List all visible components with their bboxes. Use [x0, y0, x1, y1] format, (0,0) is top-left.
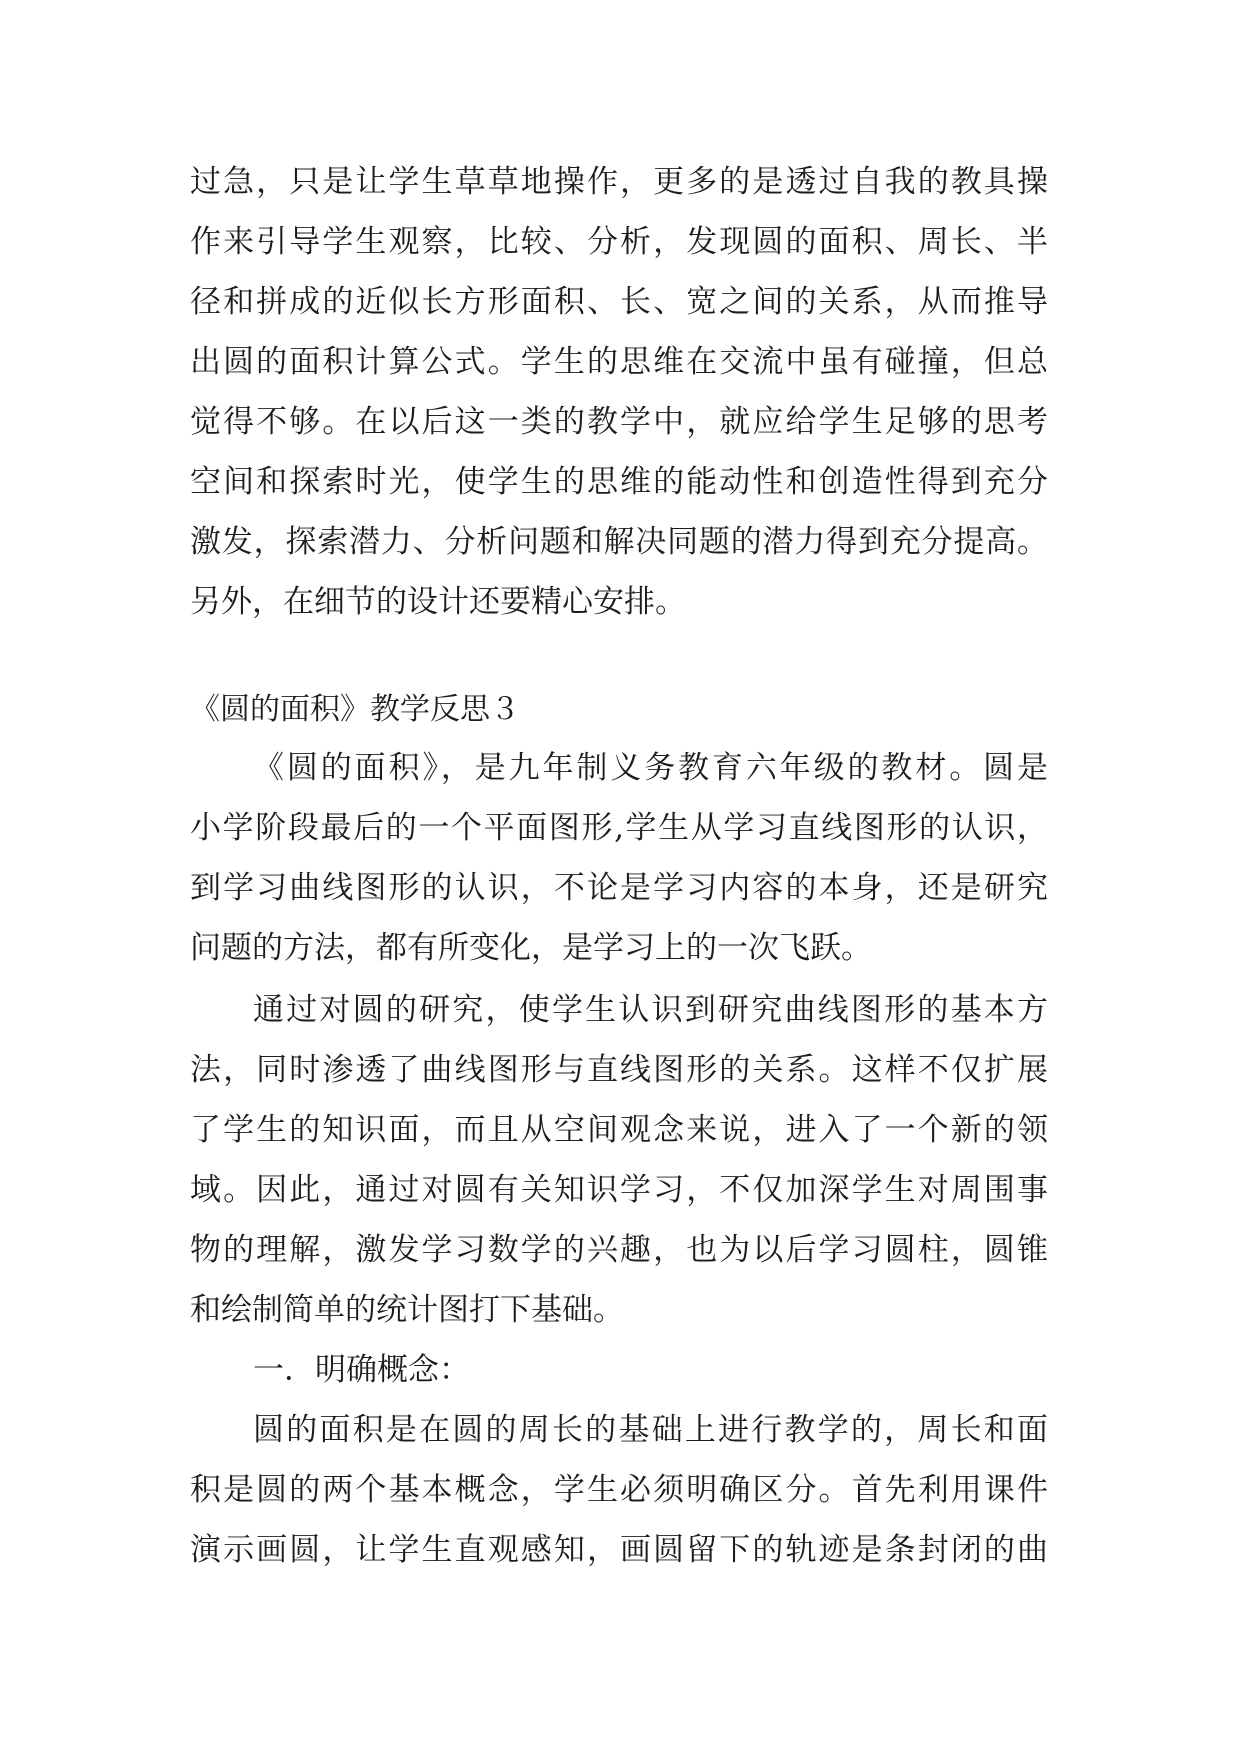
paragraph-line: 问题的方法，都有所变化，是学习上的一次飞跃。 — [190, 930, 872, 966]
paragraph-line: 圆的面积是在圆的周长的基础上进行教学的，周长和面 — [253, 1412, 1048, 1448]
paragraph-line: 激发，探索潜力、分析问题和解决同题的潜力得到充分提高。 — [190, 524, 1048, 560]
paragraph-line: 过急，只是让学生草草地操作，更多的是透过自我的教具操 — [190, 164, 1048, 200]
paragraph-line: 出圆的面积计算公式。学生的思维在交流中虽有碰撞，但总 — [190, 344, 1048, 380]
paragraph-line: 和绘制简单的统计图打下基础。 — [190, 1292, 624, 1328]
paragraph-line: 物的理解，激发学习数学的兴趣，也为以后学习圆柱，圆锥 — [190, 1232, 1048, 1268]
paragraph-line: 觉得不够。在以后这一类的教学中，就应给学生足够的思考 — [190, 404, 1048, 440]
paragraph-line: 径和拼成的近似长方形面积、长、宽之间的关系，从而推导 — [190, 284, 1048, 320]
paragraph-line: 到学习曲线图形的认识，不论是学习内容的本身，还是研究 — [190, 870, 1048, 906]
paragraph-line: 通过对圆的研究，使学生认识到研究曲线图形的基本方 — [253, 992, 1048, 1028]
subheading: 一．明确概念： — [253, 1352, 470, 1388]
paragraph-line: 积是圆的两个基本概念，学生必须明确区分。首先利用课件 — [190, 1472, 1048, 1508]
paragraph-line: 小学阶段最后的一个平面图形,学生从学习直线图形的认识， — [190, 810, 1048, 846]
paragraph-line: 法，同时渗透了曲线图形与直线图形的关系。这样不仅扩展 — [190, 1052, 1048, 1088]
paragraph-line: 《圆的面积》，是九年制义务教育六年级的教材。圆是 — [253, 750, 1048, 786]
paragraph-line: 作来引导学生观察，比较、分析，发现圆的面积、周长、半 — [190, 224, 1048, 260]
paragraph-line: 空间和探索时光，使学生的思维的能动性和创造性得到充分 — [190, 464, 1048, 500]
paragraph-line: 另外，在细节的设计还要精心安排。 — [190, 584, 686, 620]
section-title: 《圆的面积》教学反思３ — [190, 692, 520, 727]
paragraph-line: 域。因此，通过对圆有关知识学习，不仅加深学生对周围事 — [190, 1172, 1048, 1208]
paragraph-line: 演示画圆，让学生直观感知，画圆留下的轨迹是条封闭的曲 — [190, 1532, 1048, 1568]
paragraph-line: 了学生的知识面，而且从空间观念来说，进入了一个新的领 — [190, 1112, 1048, 1148]
